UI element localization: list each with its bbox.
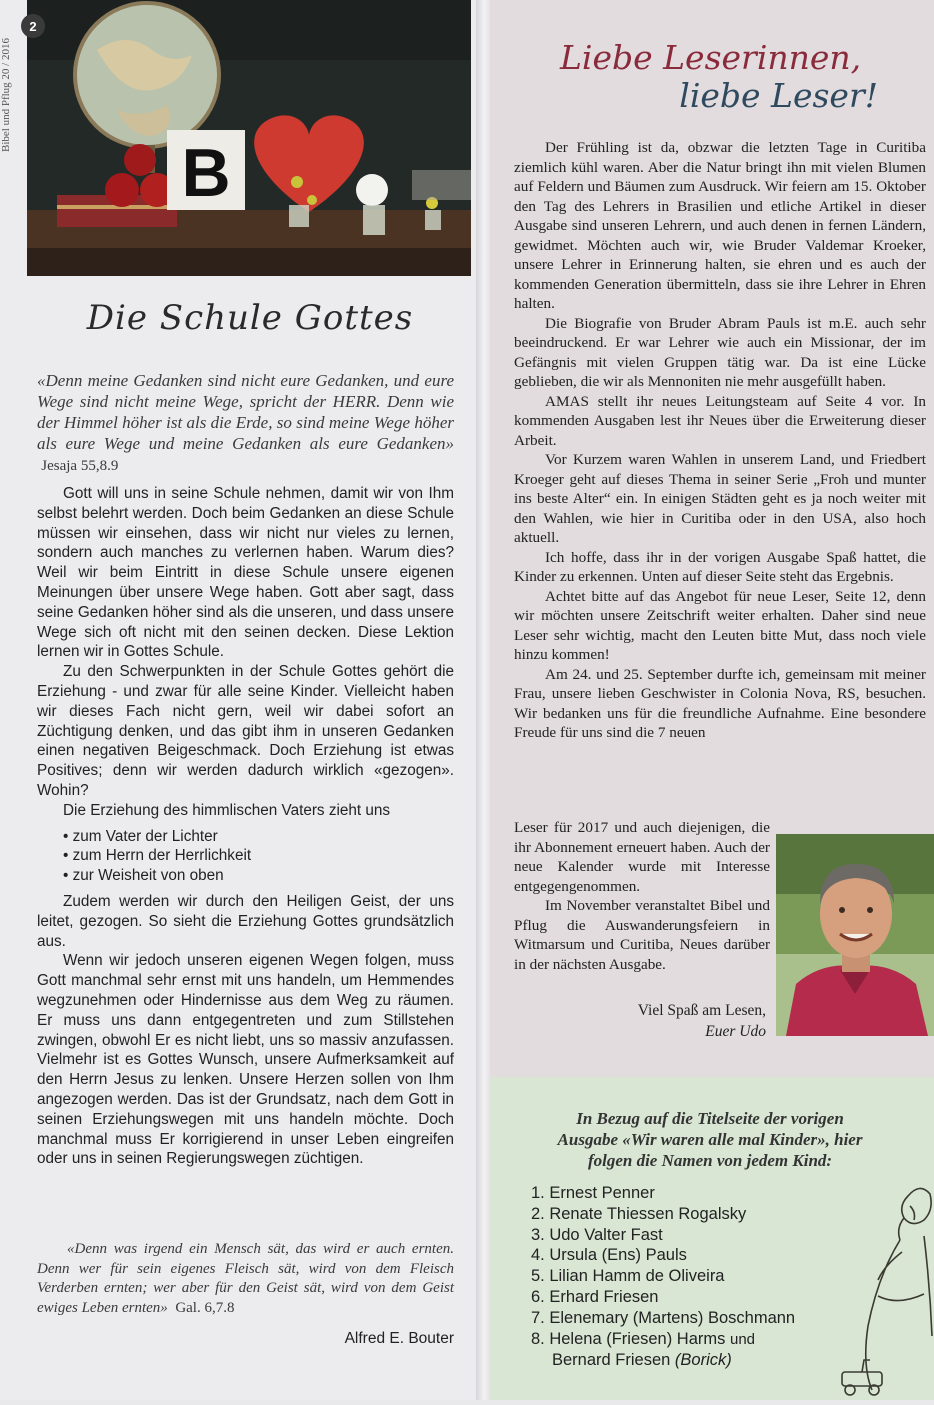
opening-quote-ref: Jesaja 55,8.9 <box>41 458 119 474</box>
editorial-closing <box>514 1000 766 1042</box>
bullet-item: • zum Vater der Lichter <box>63 827 218 845</box>
kids-name-conjunction: und <box>729 1330 756 1348</box>
kids-name-item <box>531 1329 831 1351</box>
kids-heading-line: folgen die Namen von jedem Kind: <box>587 1151 833 1170</box>
kids-name-item: 2. Renate Thiessen Rogalsky <box>531 1204 747 1223</box>
kids-box-heading <box>520 1108 900 1171</box>
bullet-item: • zur Weisheit von oben <box>63 867 224 885</box>
editorial-paragraph: Der Frühling ist da, obzwar die letzten Tage in Curitiba ziemlich kühl waren. Aber die Natur bringt ihn mit vielen Blumen auf Feldern und Bäumen zum Ausdruck. Wir feiern am 15. Oktober den Tag des Lehrers in Brasilien und etliche Artikel in dieser Ausgabe sind unseren Lehrern, und auch denen in fernen Ländern, gewidmet. Möchten auch wir, wie Bruder Valdemar Kroeker, unsere Lehrer in Erinnerung halten, sie ehren und es auch der kommenden Generation übermitteln, dass sie ihre Lehrer in Ehren halten. <box>514 139 926 312</box>
editorial-paragraph: Vor Kurzem waren Wahlen in unserem Land, und Friedbert Kroeger geht auf dieses Thema in seiner Serie „Froh und munter ins beste Alter“ ein. In einigen Städten geht es ja noch weiter mit den Wahlen, wie hier in Curitiba oder in den USA, also hoch aktuell. <box>514 451 926 546</box>
editorial-paragraph: Am 24. und 25. September durfte ich, gemeinsam mit meiner Frau, unsere lieben Geschwister in Colonia Nova, RS, besuchen. Wir bedanken uns für die freundliche Aufnahme. Eine besondere Freude für uns sind die 7 neuen <box>514 665 926 741</box>
article-paragraph: Zu den Schwerpunkten in der Schule Gottes gehört die Erziehung - und zwar für alle seine Kinder. Vielleicht haben wir dieses Fach nicht gern, weil wir dabei sofort an Züchtigung denken, und das gibt ihm in unseren Gedanken einen negativen Beigeschmack. Doch Erziehung ist etwas Positives; denn wir werden dadurch wirklich «gezogen». Wohin? <box>37 663 454 799</box>
svg-text:B: B <box>181 135 231 211</box>
article-body <box>37 484 454 1169</box>
editorial-paragraph: Die Biografie von Bruder Abram Pauls ist m.E. auch sehr beeindruckend. Er war Lehrer wie auch ein Missionar, der im Gefängnis mit vielen Gruppen tätig war. Da ist eine Lücke geblieben, die wir als Mennoniten nie mehr ausgefüllt haben. <box>514 314 926 390</box>
article-author: Alfred E. Bouter <box>344 1330 454 1347</box>
kids-name-list <box>531 1183 831 1371</box>
kids-name-extra: (Borick) <box>674 1351 732 1370</box>
kids-name-text: 8. Helena (Friesen) Harms <box>531 1329 726 1348</box>
kids-name-item: 7. Elenemary (Martens) Boschmann <box>531 1308 796 1327</box>
closing-quote <box>37 1240 454 1318</box>
kids-heading-line: In Bezug auf die Titelseite der vorigen <box>576 1109 844 1128</box>
kids-name-item <box>531 1350 831 1371</box>
article-paragraph: Zudem werden wir durch den Heiligen Geist, der uns leitet, gezogen. So sieht die Erziehung Gottes grundsätzlich aus. <box>37 892 454 950</box>
article-paragraph: Gott will uns in seine Schule nehmen, damit wir von Ihm selbst belehrt werden. Doch beim Gedanken an diese Schule müssen wir einsehen, dass wir nicht nur vieles zu lernen, sondern auch manches zu verlernen haben. Warum dies? Weil wir beim Eintritt in diese Schule unsere eigenen Meinungen über unsere Wege haben. Gott aber sagt, dass seine Gedanken höher sind als die unseren, und dass unsere Wege sich oft nicht mit den seinen decken. Diese Lektion lernen wir in Gottes Schule. <box>37 485 454 661</box>
side-label: Bibel und Pflug 20 / 2016 <box>0 38 12 152</box>
bullet-list <box>37 827 454 886</box>
kids-heading-line: Ausgabe «Wir waren alle mal Kinder», hier <box>557 1130 863 1149</box>
greeting-line-2: liebe Leser! <box>679 76 878 115</box>
closing-quote-text: «Denn was irgend ein Mensch sät, das wird er auch ernten. Denn wer für sein eigenes Fleisch sät, wird von dem Fleisch Verderben ernten; wer aber für den Geist sät, wird von dem Geist ewiges Leben ernten» <box>37 1241 454 1316</box>
article-title: Die Schule Gottes <box>86 298 414 338</box>
editor-portrait <box>776 834 934 1036</box>
opening-quote <box>37 370 454 477</box>
editorial-paragraph: AMAS stellt ihr neues Leitungsteam auf Seite 4 vor. In kommenden Ausgaben lest ihr Neues über die Erweiterung dieser Arbeit. <box>514 392 926 449</box>
page-gutter <box>476 0 490 1400</box>
kids-name-item: 5. Lilian Hamm de Oliveira <box>531 1267 725 1286</box>
editorial-paragraph: Ich hoffe, dass ihr in der vorigen Ausgabe Spaß hattet, die Kinder zu erkennen. Unten auf dieser Seite steht das Ergebnis. <box>514 548 926 585</box>
closing-quote-ref: Gal. 6,7.8 <box>175 1299 235 1316</box>
editorial-tail <box>514 818 770 974</box>
article-paragraph: Wenn wir jedoch unseren eigenen Wegen folgen, muss Gott manchmal sehr ernst mit uns handeln, um Hemmendes wegzunehmen oder Hindernisse aus dem Weg zu räumen. Er muss uns dann entgegentreten und zum Stillstehen zwingen, obwohl Er es nicht liebt, uns so massiv anzufassen. Vielmehr ist es Gottes Wunsch, unsere Aufmerksamkeit auf den Herrn Jesus zu lenken. Unsere Herzen sollen von Ihm angezogen werden. Das ist der Grundsatz, nach dem Gott in seinen Erziehungswegen mit uns handeln möchte. Doch manchmal muss Er korrigierend in unser Leben eingreifen oder uns in seinen Regierungswegen züchtigen. <box>37 952 454 1168</box>
kids-name-text: Bernard Friesen <box>552 1351 671 1370</box>
kids-name-item: 6. Erhard Friesen <box>531 1287 659 1306</box>
kids-name-item: 4. Ursula (Ens) Pauls <box>531 1246 687 1265</box>
page-number-badge: 2 <box>21 14 45 38</box>
editorial-paragraph: Im November veranstaltet Bibel und Pflug die Auswanderungsfeiern in Witmarsum und Curitiba, Neues darüber in der nächsten Ausgabe. <box>514 897 770 973</box>
child-sketch-illustration <box>838 1176 934 1400</box>
bullet-item: • zum Herrn der Herrlichkeit <box>63 847 252 865</box>
greeting-line-1: Liebe Leserinnen, <box>560 38 862 77</box>
kids-name-item: 1. Ernest Penner <box>531 1184 655 1202</box>
signature: Euer Udo <box>705 1023 766 1040</box>
kids-name-item: 3. Udo Valter Fast <box>531 1225 663 1244</box>
article-paragraph: Die Erziehung des himmlischen Vaters zieht uns <box>63 801 391 819</box>
closing-line: Viel Spaß am Lesen, <box>637 1002 766 1019</box>
editorial-paragraph: Achtet bitte auf das Angebot für neue Leser, Seite 12, denn wir möchten unsere Zeitschrift weiter erhalten. Daher sind neue Leser sehr wichtig, macht den Leuten bitte Mut, dass noch viele hinzu kommen! <box>514 587 926 663</box>
editorial-body <box>514 138 926 743</box>
editorial-paragraph: Leser für 2017 und auch diejenigen, die ihr Abonnement erneuert haben. Auch der neue Kalender wurde mit Interesse entgegengenommen. <box>514 819 770 895</box>
opening-quote-text: «Denn meine Gedanken sind nicht eure Gedanken, und eure Wege sind nicht meine Wege, spricht der HERR. Denn wie der Himmel höher ist als die Erde, so sind meine Wege höher als eure Wege und meine Gedanken als eure Gedanken» <box>37 371 454 453</box>
header-photo <box>27 0 471 276</box>
